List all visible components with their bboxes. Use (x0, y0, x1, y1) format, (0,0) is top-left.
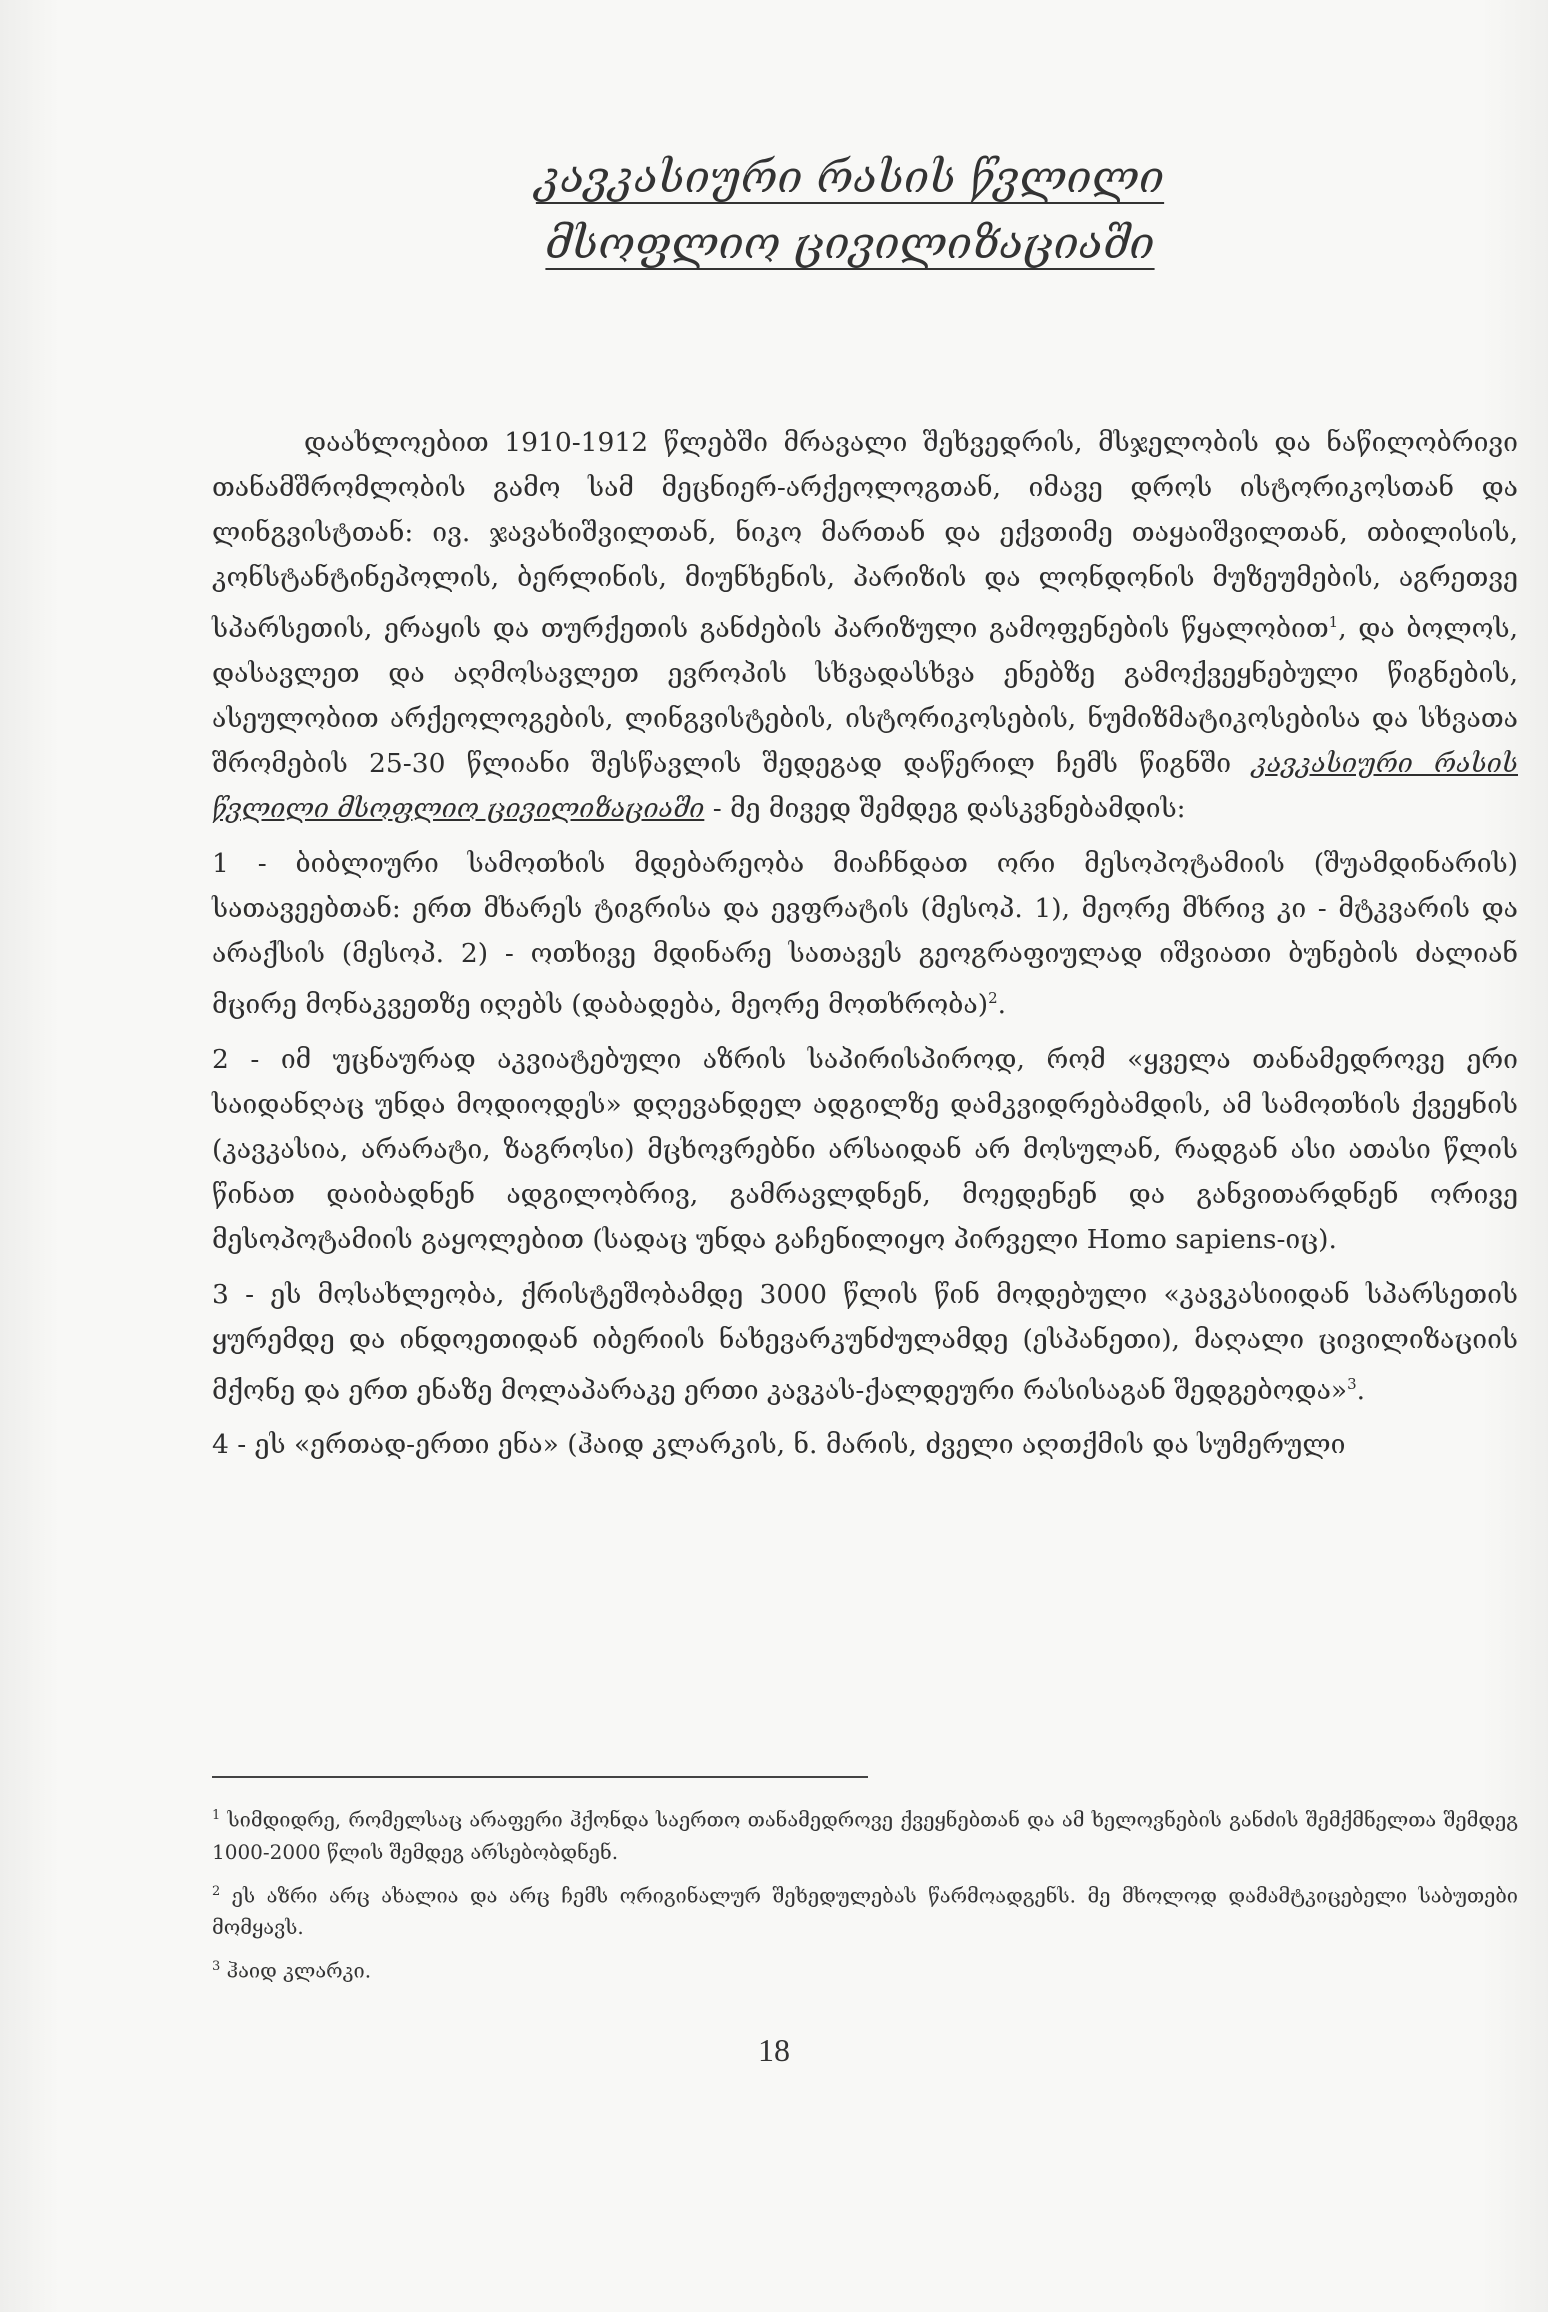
title-line-1: კავკასიური რასის წვლილი (535, 152, 1165, 203)
footnote-mark: 2 (212, 1883, 221, 1899)
footnote-text: ჰაიდ კლარკი. (220, 1958, 372, 1983)
footnote-divider (212, 1776, 868, 1778)
paragraph-point-2: 2 - იმ უცნაურად აკვიატებული აზრის საპირისპიროდ, რომ «ყველა თანამედროვე ერი საიდანღაც უნდა მოდიოდეს» დღევანდელ ადგილზე დამკვიდრებამდის, ამ სამოთხის ქვეყნის (კავკასია, არარატი, ზაგროსი) მცხოვრებნი არსაიდან არ მოსულან, რადგან ასი ათასი წლის წინათ დაიბადნენ ადგილობრივ, გამრავლდნენ, მოედენენ და განვითარდნენ ორივე მესოპოტამიის გაყოლებით (სადაც უნდა გაჩენილიყო პირველი Homo sapiens-იც). (212, 1043, 1518, 1255)
footnote-2 (212, 1876, 1518, 1944)
footnote-ref: 3 (1347, 1374, 1357, 1393)
paragraph-text: - მე მივედ შემდეგ დასკვნებამდის: (704, 792, 1186, 824)
paragraph-point-4: 4 - ეს «ერთად-ერთი ენა» (ჰაიდ კლარკის, ნ. მარის, ძველი აღთქმის და სუმერული (212, 1429, 1346, 1461)
paragraph-text: , და ბოლოს, დასავლეთ და აღმოსავლეთ ევროპის სხვადასხვა ენებზე გამოქვეყნებული წიგნების, ასეულობით არქეოლოგების, ლინგვისტების, ისტორიკოსების, ნუმიზმატიკოსებისა და სხვათა შრომების 25-30 წლიანი შესწავლის შედეგად დაწერილ ჩემს წიგნში (212, 612, 1519, 779)
paragraph-text: . (1356, 1374, 1366, 1406)
paragraph-text: 3 - ეს მოსახლეობა, ქრისტეშობამდე 3000 წლის წინ მოდებული «კავკასიიდან სპარსეთის ყურემდე და ინდოეთიდან იბერიის ნახევარკუნძულამდე (ესპანეთი), მაღალი ცივილიზაციის მქონე და ერთ ენაზე მოლაპარაკე ერთი კავკას-ქალდეური რასისაგან შედგებოდა» (212, 1278, 1518, 1406)
body-text (212, 420, 1518, 1477)
footnote-3 (212, 1951, 1518, 1987)
footnotes (212, 1800, 1518, 1995)
paragraph-text: . (997, 988, 1007, 1020)
footnote-mark: 1 (212, 1808, 221, 1823)
footnote-mark: 3 (212, 1959, 221, 1975)
paragraph-point-3 (212, 1272, 1518, 1413)
paragraph-intro (212, 420, 1518, 831)
page-title (400, 145, 1300, 277)
footnote-text: ეს აზრი არც ახალია და არც ჩემს ორიგინალურ შეხედულებას წარმოადგენს. მე მხოლოდ დამამტკიცებელი საბუთები მომყავს. (212, 1883, 1518, 1940)
page-number: 18 (758, 2032, 790, 2068)
footnote-ref: 1 (1328, 613, 1339, 631)
footnote-text: სიმდიდრე, რომელსაც არაფერი ჰქონდა საერთო თანამედროვე ქვეყნებთან და ამ ხელოვნების განძის შემქმნელთა შემდეგ 1000-2000 წლის შემდეგ არსებობდნენ. (212, 1807, 1518, 1864)
footnote-1 (212, 1800, 1518, 1868)
paragraph-text: დაახლოებით 1910-1912 წლებში მრავალი შეხვედრის, მსჯელობის და ნაწილობრივი თანამშრომლობის გამო სამ მეცნიერ-არქეოლოგთან, იმავე დროს ისტორიკოსთან და ლინგვისტთან: ივ. ჯავახიშვილთან, ნიკო მართან და ექვთიმე თაყაიშვილთან, თბილისის, კონსტანტინეპოლის, ბერლინის, მიუნხენის, პარიზის და ლონდონის მუზეუმების, აგრეთვე სპარსეთის, ერაყის და თურქეთის განძების პარიზული გამოფენების წყალობით (212, 427, 1518, 644)
title-line-2: მსოფლიო ცივილიზაციაში (545, 218, 1155, 269)
book-title: კავკასიური რასის წვლილი მსოფლიო ცივილიზაციაში (212, 747, 1518, 824)
paragraph-text: 1 - ბიბლიური სამოთხის მდებარეობა მიაჩნდათ ორი მესოპოტამიის (შუამდინარის) სათავეებთან: ერთ მხარეს ტიგრისა და ევფრატის (მესოპ. 1), მეორე მხრივ კი - მტკვარის და არაქსის (მესოპ. 2) - ოთხივე მდინარე სათავეს გეოგრაფიულად იშვიათი ბუნების ძალიან მცირე მონაკვეთზე იღებს (დაბადება, მეორე მოთხრობა) (212, 847, 1518, 1020)
footnote-ref: 2 (988, 988, 998, 1007)
paragraph-point-1 (212, 841, 1518, 1027)
